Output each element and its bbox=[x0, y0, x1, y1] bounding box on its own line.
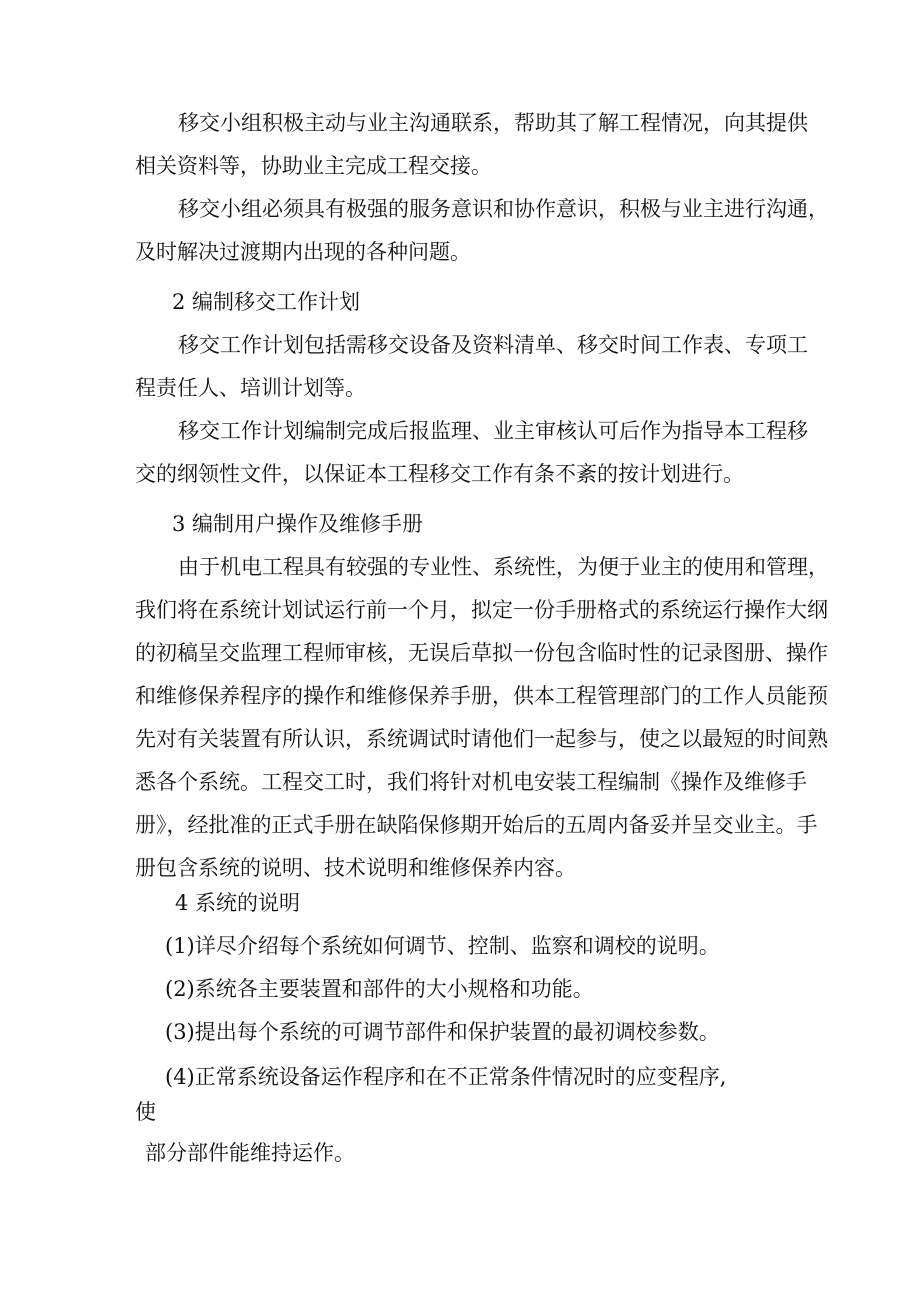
section-4-item-2: (2)系统各主要装置和部件的大小规格和功能。 bbox=[165, 977, 594, 1001]
intro-paragraph-2-line-2: 及时解决过渡期内出现的各种问题。 bbox=[135, 240, 471, 264]
section-4-item-4-line-2: 使 bbox=[135, 1100, 156, 1124]
intro-paragraph-1-line-2: 相关资料等，协助业主完成工程交接。 bbox=[135, 154, 492, 178]
section-4-item-3: (3)提出每个系统的可调节部件和保护装置的最初调校参数。 bbox=[165, 1020, 720, 1044]
section-3-paragraph bbox=[135, 552, 829, 896]
section-4-item-4-line-3: 部分部件能维持运作。 bbox=[145, 1141, 355, 1165]
section-3-heading: 3 编制用户操作及维修手册 bbox=[172, 512, 424, 536]
section-3-line: 册包含系统的说明、技术说明和维修保养内容。 bbox=[135, 856, 576, 880]
section-3-line: 和维修保养程序的操作和维修保养手册，供本工程管理部门的工作人员能预 bbox=[135, 684, 828, 708]
section-4-item-4-line-1: (4)正常系统设备运作程序和在不正常条件情况时的应变程序, bbox=[165, 1065, 727, 1089]
intro-paragraph-2-line-1: 移交小组必须具有极强的服务意识和协作意识，积极与业主进行沟通， bbox=[178, 197, 829, 221]
section-2-paragraph-2-line-1: 移交工作计划编制完成后报监理、业主审核认可后作为指导本工程移 bbox=[178, 419, 808, 443]
section-3-line: 悉各个系统。工程交工时，我们将针对机电安装工程编制《操作及维修手 bbox=[135, 770, 807, 794]
section-2-paragraph-2-line-2: 交的纲领性文件，以保证本工程移交工作有条不紊的按计划进行。 bbox=[135, 462, 744, 486]
section-2-heading: 2 编制移交工作计划 bbox=[172, 290, 361, 314]
section-4-heading: 4 系统的说明 bbox=[175, 891, 301, 915]
section-2-paragraph-1-line-1: 移交工作计划包括需移交设备及资料清单、移交时间工作表、专项工 bbox=[178, 333, 808, 357]
section-3-line: 先对有关装置有所认识，系统调试时请他们一起参与，使之以最短的时间熟 bbox=[135, 727, 828, 751]
section-3-line: 由于机电工程具有较强的专业性、系统性，为便于业主的使用和管理， bbox=[178, 555, 829, 579]
section-3-line: 册》，经批准的正式手册在缺陷保修期开始后的五周内备妥并呈交业主。手 bbox=[135, 813, 818, 837]
section-3-line: 我们将在系统计划试运行前一个月，拟定一份手册格式的系统运行操作大纲 bbox=[135, 598, 828, 622]
section-2-paragraph-1-line-2: 程责任人、培训计划等。 bbox=[135, 376, 366, 400]
intro-paragraph-1-line-1: 移交小组积极主动与业主沟通联系，帮助其了解工程情况，向其提供 bbox=[178, 111, 808, 135]
section-4-item-1: (1)详尽介绍每个系统如何调节、控制、监察和调校的说明。 bbox=[165, 934, 720, 958]
section-3-line: 的初稿呈交监理工程师审核，无误后草拟一份包含临时性的记录图册、操作 bbox=[135, 641, 828, 665]
